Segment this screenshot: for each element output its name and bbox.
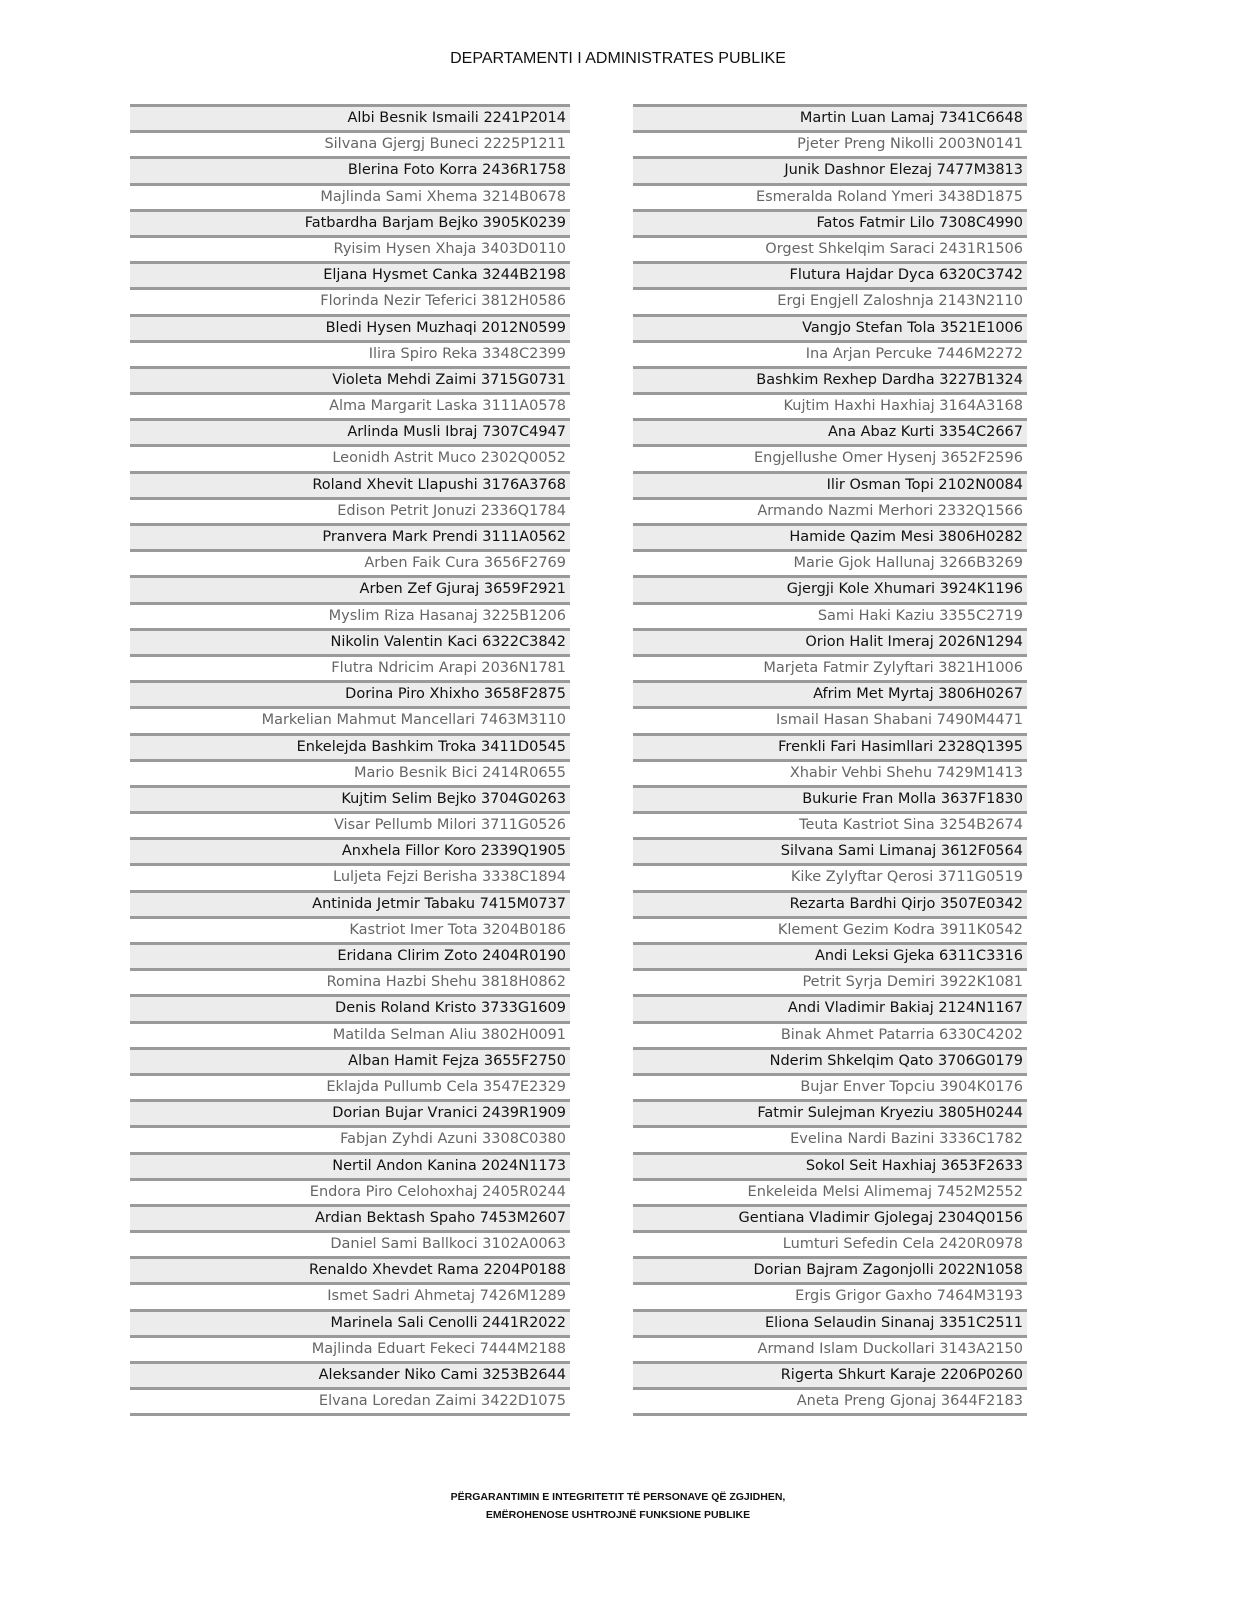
list-item: Marinela Sali Cenolli 2441R2022 [130,1312,570,1338]
list-item: Hamide Qazim Mesi 3806H0282 [633,526,1027,552]
list-item: Denis Roland Kristo 3733G1609 [130,997,570,1023]
list-item: Rezarta Bardhi Qirjo 3507E0342 [633,893,1027,919]
list-item: Engjellushe Omer Hysenj 3652F2596 [633,447,1027,473]
list-item: Eridana Clirim Zoto 2404R0190 [130,945,570,971]
list-item: Ana Abaz Kurti 3354C2667 [633,421,1027,447]
list-item: Armand Islam Duckollari 3143A2150 [633,1338,1027,1364]
list-item: Enkeleida Melsi Alimemaj 7452M2552 [633,1181,1027,1207]
list-item: Arben Faik Cura 3656F2769 [130,552,570,578]
list-item: Arben Zef Gjuraj 3659F2921 [130,578,570,604]
footer-line-2: EMËROHENOSE USHTROJNË FUNKSIONE PUBLIKE [485,1509,751,1521]
list-item: Ergi Engjell Zaloshnja 2143N2110 [633,290,1027,316]
list-item: Eliona Selaudin Sinanaj 3351C2511 [633,1312,1027,1338]
list-item: Bashkim Rexhep Dardha 3227B1324 [633,369,1027,395]
list-item: Ilir Osman Topi 2102N0084 [633,474,1027,500]
list-item: Visar Pellumb Milori 3711G0526 [130,814,570,840]
right-name-list [633,104,1027,1416]
list-item: Arlinda Musli Ibraj 7307C4947 [130,421,570,447]
list-item: Blerina Foto Korra 2436R1758 [130,159,570,185]
list-item: Ismail Hasan Shabani 7490M4471 [633,709,1027,735]
list-item: Dorina Piro Xhixho 3658F2875 [130,683,570,709]
list-item: Binak Ahmet Patarria 6330C4202 [633,1024,1027,1050]
list-item: Martin Luan Lamaj 7341C6648 [633,107,1027,133]
list-item: Kastriot Imer Tota 3204B0186 [130,919,570,945]
list-item: Nikolin Valentin Kaci 6322C3842 [130,631,570,657]
list-item: Aneta Preng Gjonaj 3644F2183 [633,1390,1027,1416]
list-item: Eljana Hysmet Canka 3244B2198 [130,264,570,290]
list-item: Lumturi Sefedin Cela 2420R0978 [633,1233,1027,1259]
list-item: Bujar Enver Topciu 3904K0176 [633,1076,1027,1102]
list-item: Sami Haki Kaziu 3355C2719 [633,605,1027,631]
list-item: Daniel Sami Ballkoci 3102A0063 [130,1233,570,1259]
page-title: DEPARTAMENTI I ADMINISTRATES PUBLIKE [450,50,786,67]
list-item: Ilira Spiro Reka 3348C2399 [130,343,570,369]
list-item: Albi Besnik Ismaili 2241P2014 [130,107,570,133]
list-item: Andi Leksi Gjeka 6311C3316 [633,945,1027,971]
left-name-list [130,104,570,1416]
list-item: Endora Piro Celohoxhaj 2405R0244 [130,1181,570,1207]
list-item: Flutura Hajdar Dyca 6320C3742 [633,264,1027,290]
list-item: Dorian Bajram Zagonjolli 2022N1058 [633,1259,1027,1285]
list-item: Silvana Sami Limanaj 3612F0564 [633,840,1027,866]
footer-line-1: PËRGARANTIMIN E INTEGRITETIT TË PERSONAVE QË ZGJIDHEN, [450,1491,786,1503]
list-item: Nderim Shkelqim Qato 3706G0179 [633,1050,1027,1076]
list-item: Evelina Nardi Bazini 3336C1782 [633,1128,1027,1154]
list-item: Marjeta Fatmir Zylyftari 3821H1006 [633,657,1027,683]
list-item: Kujtim Haxhi Haxhiaj 3164A3168 [633,395,1027,421]
list-item: Petrit Syrja Demiri 3922K1081 [633,971,1027,997]
list-item: Ardian Bektash Spaho 7453M2607 [130,1207,570,1233]
list-item: Enkelejda Bashkim Troka 3411D0545 [130,736,570,762]
list-item: Flutra Ndricim Arapi 2036N1781 [130,657,570,683]
list-item: Eklajda Pullumb Cela 3547E2329 [130,1076,570,1102]
list-item: Ina Arjan Percuke 7446M2272 [633,343,1027,369]
list-item: Junik Dashnor Elezaj 7477M3813 [633,159,1027,185]
list-item: Armando Nazmi Merhori 2332Q1566 [633,500,1027,526]
list-item: Luljeta Fejzi Berisha 3338C1894 [130,866,570,892]
list-item: Gentiana Vladimir Gjolegaj 2304Q0156 [633,1207,1027,1233]
list-item: Alma Margarit Laska 3111A0578 [130,395,570,421]
list-item: Pranvera Mark Prendi 3111A0562 [130,526,570,552]
list-item: Bledi Hysen Muzhaqi 2012N0599 [130,317,570,343]
list-item: Bukurie Fran Molla 3637F1830 [633,788,1027,814]
list-item: Ismet Sadri Ahmetaj 7426M1289 [130,1285,570,1311]
list-item: Fatmir Sulejman Kryeziu 3805H0244 [633,1102,1027,1128]
list-item: Romina Hazbi Shehu 3818H0862 [130,971,570,997]
list-item: Fabjan Zyhdi Azuni 3308C0380 [130,1128,570,1154]
list-item: Andi Vladimir Bakiaj 2124N1167 [633,997,1027,1023]
list-item: Elvana Loredan Zaimi 3422D1075 [130,1390,570,1416]
list-item: Alban Hamit Fejza 3655F2750 [130,1050,570,1076]
list-item: Mario Besnik Bici 2414R0655 [130,762,570,788]
list-item: Silvana Gjergj Buneci 2225P1211 [130,133,570,159]
list-item: Ergis Grigor Gaxho 7464M3193 [633,1285,1027,1311]
list-item: Nertil Andon Kanina 2024N1173 [130,1155,570,1181]
list-item: Frenkli Fari Hasimllari 2328Q1395 [633,736,1027,762]
list-item: Orion Halit Imeraj 2026N1294 [633,631,1027,657]
list-item: Vangjo Stefan Tola 3521E1006 [633,317,1027,343]
list-item: Myslim Riza Hasanaj 3225B1206 [130,605,570,631]
list-item: Majlinda Eduart Fekeci 7444M2188 [130,1338,570,1364]
list-item: Afrim Met Myrtaj 3806H0267 [633,683,1027,709]
list-item: Anxhela Fillor Koro 2339Q1905 [130,840,570,866]
footer [0,1488,1236,1524]
list-item: Pjeter Preng Nikolli 2003N0141 [633,133,1027,159]
list-item: Sokol Seit Haxhiaj 3653F2633 [633,1155,1027,1181]
list-item: Gjergji Kole Xhumari 3924K1196 [633,578,1027,604]
list-item: Esmeralda Roland Ymeri 3438D1875 [633,186,1027,212]
list-item: Teuta Kastriot Sina 3254B2674 [633,814,1027,840]
list-item: Aleksander Niko Cami 3253B2644 [130,1364,570,1390]
list-item: Orgest Shkelqim Saraci 2431R1506 [633,238,1027,264]
list-item: Dorian Bujar Vranici 2439R1909 [130,1102,570,1128]
list-item: Marie Gjok Hallunaj 3266B3269 [633,552,1027,578]
list-item: Rigerta Shkurt Karaje 2206P0260 [633,1364,1027,1390]
list-item: Matilda Selman Aliu 3802H0091 [130,1024,570,1050]
list-item: Fatbardha Barjam Bejko 3905K0239 [130,212,570,238]
list-item: Markelian Mahmut Mancellari 7463M3110 [130,709,570,735]
list-item: Kujtim Selim Bejko 3704G0263 [130,788,570,814]
list-item: Fatos Fatmir Lilo 7308C4990 [633,212,1027,238]
list-item: Antinida Jetmir Tabaku 7415M0737 [130,893,570,919]
list-item: Renaldo Xhevdet Rama 2204P0188 [130,1259,570,1285]
list-item: Violeta Mehdi Zaimi 3715G0731 [130,369,570,395]
list-item: Majlinda Sami Xhema 3214B0678 [130,186,570,212]
list-item: Xhabir Vehbi Shehu 7429M1413 [633,762,1027,788]
list-item: Edison Petrit Jonuzi 2336Q1784 [130,500,570,526]
list-item: Roland Xhevit Llapushi 3176A3768 [130,474,570,500]
list-item: Kike Zylyftar Qerosi 3711G0519 [633,866,1027,892]
list-item: Ryisim Hysen Xhaja 3403D0110 [130,238,570,264]
list-item: Florinda Nezir Teferici 3812H0586 [130,290,570,316]
list-item: Leonidh Astrit Muco 2302Q0052 [130,447,570,473]
list-item: Klement Gezim Kodra 3911K0542 [633,919,1027,945]
